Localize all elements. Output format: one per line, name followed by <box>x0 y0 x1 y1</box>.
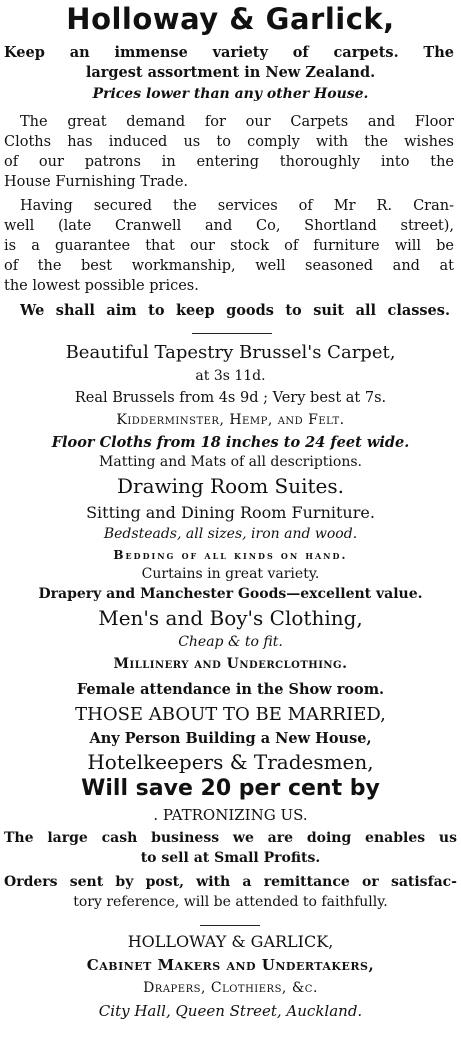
para2-line-1: Having secured the services of Mr R. Cran- <box>20 198 454 214</box>
footer-trade-1: Cabinet Makers and Undertakers, <box>86 956 375 974</box>
item-curtains: Curtains in great variety. <box>141 566 320 582</box>
para1-line-1: The great demand for our Carpets and Floor <box>20 114 454 130</box>
item-drawing-room: Drawing Room Suites. <box>116 474 344 498</box>
married-line-4: Will save 20 per cent by <box>81 776 380 801</box>
footer-address: City Hall, Queen Street, Auckland. <box>98 1002 363 1020</box>
intro-line-2: largest assortment in New Zealand. <box>85 64 376 81</box>
item-tapestry-price: at 3s 11d. <box>195 368 266 384</box>
item-floor-cloths: Floor Cloths from 18 inches to 24 feet wide. <box>51 434 410 451</box>
married-line-5: . PATRONIZING US. <box>153 806 308 824</box>
cash-line-1: The large cash business we are doing enables us <box>4 830 457 846</box>
footer-divider <box>200 925 260 926</box>
item-bedding: Bedding of all kinds on hand. <box>113 548 348 562</box>
ad-title: Holloway & Garlick, <box>66 2 395 36</box>
orders-line-1: Orders sent by post, with a remittance or satisfac- <box>4 874 457 890</box>
section-divider <box>192 333 272 334</box>
married-line-1: THOSE ABOUT TO BE MARRIED, <box>75 704 386 725</box>
item-drapery: Drapery and Manchester Goods—excellent value. <box>38 586 423 602</box>
item-bedsteads: Bedsteads, all sizes, iron and wood. <box>103 526 358 542</box>
married-line-3: Hotelkeepers & Tradesmen, <box>87 750 374 774</box>
intro-line-1: Keep an immense variety of carpets. The <box>4 44 454 61</box>
para1-line-3: of our patrons in entering thoroughly into the <box>4 154 454 170</box>
footer-name: HOLLOWAY & GARLICK, <box>127 932 334 951</box>
para2-line-5: the lowest possible prices. <box>4 278 199 294</box>
para3-line: We shall aim to keep goods to suit all classes. <box>20 302 450 319</box>
item-real-brussels: Real Brussels from 4s 9d ; Very best at 7s. <box>74 390 387 406</box>
married-line-2: Any Person Building a New House, <box>89 730 372 747</box>
para1-line-4: House Furnishing Trade. <box>4 174 189 190</box>
item-cheap: Cheap & to fit. <box>178 634 283 650</box>
para1-line-2: Cloths has induced us to comply with the wishes <box>4 134 454 150</box>
item-millinery: Millinery and Underclothing. <box>113 656 348 672</box>
para2-line-4: of the best workmanship, well seasoned and at <box>4 258 454 274</box>
item-clothing: Men's and Boy's Clothing, <box>98 606 363 630</box>
item-female-attendance: Female attendance in the Show room. <box>76 681 385 698</box>
item-tapestry: Beautiful Tapestry Brussel's Carpet, <box>65 342 396 363</box>
footer-trade-2: Drapers, Clothiers, &c. <box>143 980 318 996</box>
item-kidderminster: Kidderminster, Hemp, and Felt. <box>116 412 345 428</box>
orders-line-2: tory reference, will be attended to faithfully. <box>73 894 388 910</box>
item-matting: Matting and Mats of all descriptions. <box>99 454 362 470</box>
cash-line-2: to sell at Small Profits. <box>140 850 321 866</box>
item-sitting-dining: Sitting and Dining Room Furniture. <box>86 503 375 522</box>
intro-line-3: Prices lower than any other House. <box>92 86 369 102</box>
para2-line-3: is a guarantee that our stock of furniture will be <box>4 238 454 254</box>
para2-line-2: well (late Cranwell and Co, Shortland street), <box>4 218 454 234</box>
